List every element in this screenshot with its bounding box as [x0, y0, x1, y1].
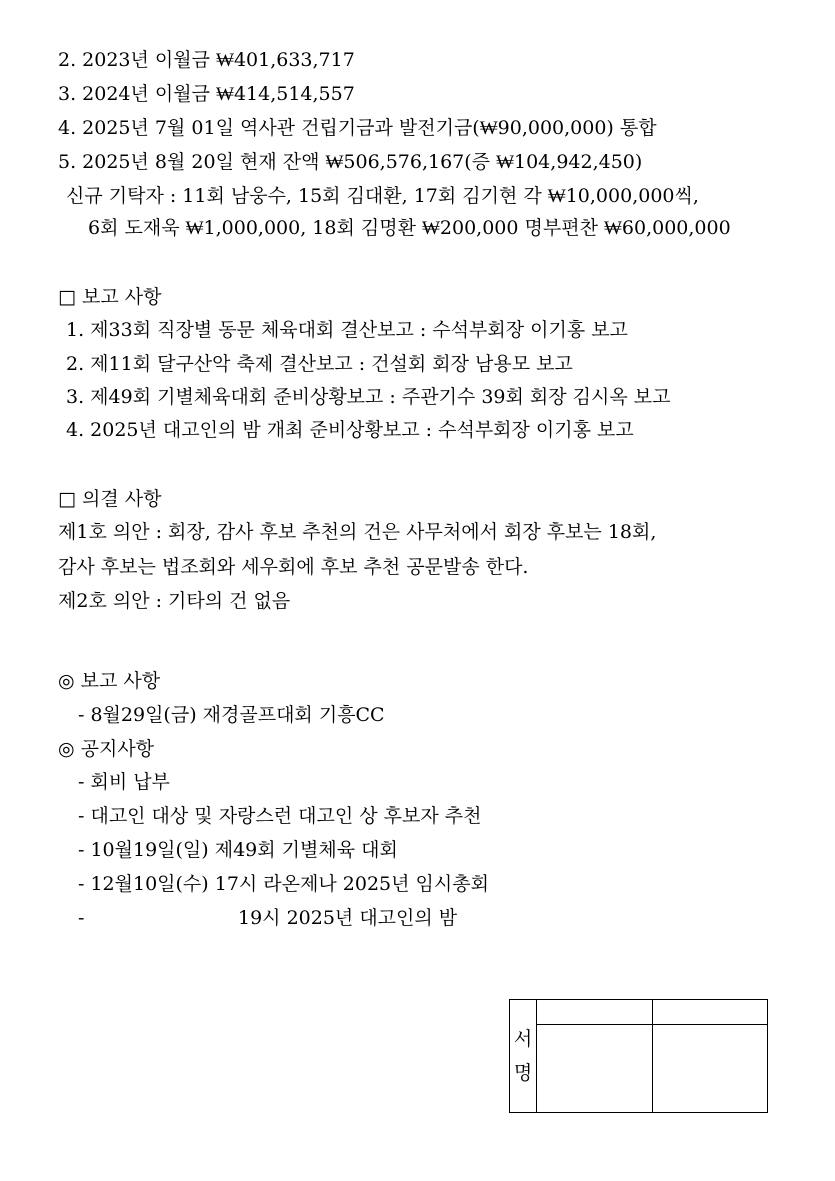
report2-item: - 8월29일(금) 재경골프대회 기흥CC — [78, 704, 385, 726]
notice-item: - 대고인 대상 및 자랑스런 대고인 상 후보자 추천 — [78, 805, 482, 827]
section-heading: ◎ 보고 사항 — [58, 670, 161, 692]
signature-box — [509, 999, 768, 1113]
report-item: 1. 제33회 직장별 동문 체육대회 결산보고 : 수석부회장 이기홍 보고 — [66, 319, 628, 341]
resolution-line: 제1호 의안 : 회장, 감사 후보 추천의 건은 사무처에서 회장 후보는 18회, — [58, 521, 657, 543]
signature-cell — [652, 1000, 768, 1025]
finance-line: 6회 도재욱 ₩1,000,000, 18회 김명환 ₩200,000 명부편찬 ₩60,000,000 — [88, 217, 731, 239]
notice-item: - 12월10일(수) 17시 라온제나 2025년 임시총회 — [78, 873, 489, 895]
signature-cell — [537, 1000, 653, 1025]
section-heading: □ 의결 사항 — [58, 488, 162, 510]
notice-item: - — [78, 907, 85, 929]
notice-item: - 회비 납부 — [78, 771, 170, 793]
signature-cell — [537, 1025, 653, 1113]
finance-line: 3. 2024년 이월금 ₩414,514,557 — [58, 83, 355, 105]
resolution-line: 감사 후보는 법조회와 세우회에 후보 추천 공문발송 한다. — [58, 556, 529, 578]
finance-line: 2. 2023년 이월금 ₩401,633,717 — [58, 49, 355, 71]
resolution-line: 제2호 의안 : 기타의 건 없음 — [58, 590, 291, 612]
signature-label: 서 명 — [510, 1000, 537, 1113]
notice-item: 19시 2025년 대고인의 밤 — [238, 907, 458, 929]
section-heading: ◎ 공지사항 — [58, 738, 155, 760]
report-item: 2. 제11회 달구산악 축제 결산보고 : 건설회 회장 남용모 보고 — [66, 353, 573, 375]
section-heading: □ 보고 사항 — [58, 286, 162, 308]
finance-line: 신규 기탁자 : 11회 남웅수, 15회 김대환, 17회 김기현 각 ₩10,000,000씩, — [66, 185, 699, 207]
report-item: 3. 제49회 기별체육대회 준비상황보고 : 주관기수 39회 회장 김시옥 보고 — [66, 386, 671, 408]
notice-item: - 10월19일(일) 제49회 기별체육 대회 — [78, 839, 398, 861]
report-item: 4. 2025년 대고인의 밤 개최 준비상황보고 : 수석부회장 이기홍 보고 — [66, 419, 634, 441]
finance-line: 4. 2025년 7월 01일 역사관 건립기금과 발전기금(₩90,000,000) 통합 — [58, 117, 657, 139]
signature-cell — [652, 1025, 768, 1113]
finance-line: 5. 2025년 8월 20일 현재 잔액 ₩506,576,167(증 ₩104,942,450) — [58, 151, 643, 173]
